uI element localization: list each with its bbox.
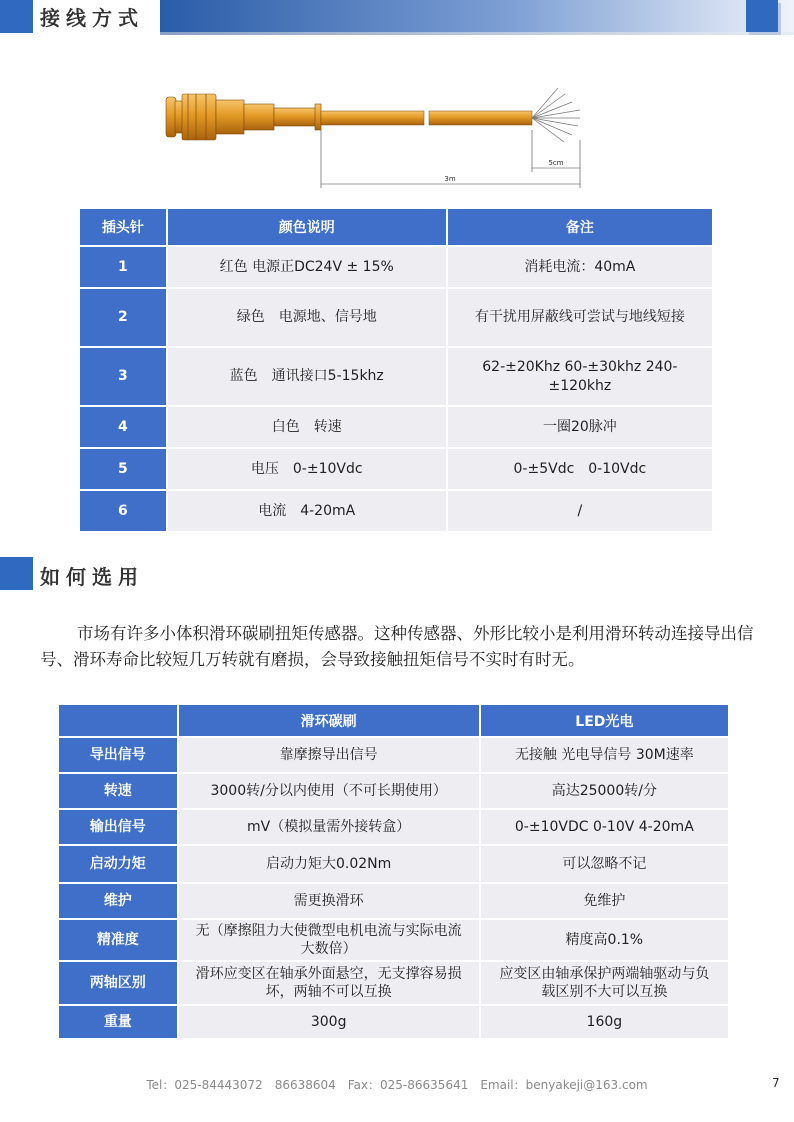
row-header: 维护 xyxy=(58,883,178,919)
slip-ring-cell: 启动力矩大0.02Nm xyxy=(178,845,480,883)
row-header: 输出信号 xyxy=(58,809,178,845)
row-header: 导出信号 xyxy=(58,737,178,773)
section-marker xyxy=(0,0,33,33)
row-header: 两轴区别 xyxy=(58,961,178,1005)
pin-number: 1 xyxy=(79,246,167,288)
note-cell: 62-±20Khz 60-±30khz 240-±120khz xyxy=(447,347,713,406)
table-header-row xyxy=(58,704,729,737)
column-header: 滑环碳刷 xyxy=(178,704,480,737)
table-header-row xyxy=(79,208,713,246)
note-cell: 有干扰用屏蔽线可尝试与地线短接 xyxy=(447,288,713,347)
led-cell: 高达25000转/分 xyxy=(480,773,729,809)
note-cell: 消耗电流：40mA xyxy=(447,246,713,288)
column-header: 颜色说明 xyxy=(167,208,447,246)
slip-ring-cell: 300g xyxy=(178,1005,480,1039)
slip-ring-cell: 3000转/分以内使用（不可长期使用） xyxy=(178,773,480,809)
color-description: 电流 4-20mA xyxy=(167,490,447,532)
led-cell: 免维护 xyxy=(480,883,729,919)
pin-definition-table xyxy=(78,207,714,533)
led-cell: 无接触 光电导信号 30M速率 xyxy=(480,737,729,773)
section1-title: 接线方式 xyxy=(40,6,144,30)
section2-title: 如何选用 xyxy=(40,565,144,589)
note-cell: / xyxy=(447,490,713,532)
table-row xyxy=(58,845,729,883)
header-gradient-bar xyxy=(160,0,794,32)
table-row xyxy=(79,347,713,406)
table-row xyxy=(58,773,729,809)
color-description: 电压 0-±10Vdc xyxy=(167,448,447,490)
comparison-table xyxy=(57,703,730,1040)
header-bar-shadow xyxy=(160,32,794,35)
table-row xyxy=(79,406,713,448)
connector-cable-image xyxy=(160,80,600,195)
table-row xyxy=(79,448,713,490)
footer-contact: Tel：025-84443072 86638604 Fax：025-86635641 Email：benyakeji@163.com xyxy=(146,1078,648,1092)
column-header: 插头针 xyxy=(79,208,167,246)
row-header: 重量 xyxy=(58,1005,178,1039)
table-row xyxy=(58,919,729,961)
column-header: 备注 xyxy=(447,208,713,246)
header-corner-square xyxy=(746,0,778,32)
row-header: 精准度 xyxy=(58,919,178,961)
connector-cable-drawing xyxy=(160,80,600,195)
note-cell: 一圈20脉冲 xyxy=(447,406,713,448)
pin-number: 6 xyxy=(79,490,167,532)
slip-ring-cell: 需更换滑环 xyxy=(178,883,480,919)
led-cell: 精度高0.1% xyxy=(480,919,729,961)
pin-number: 5 xyxy=(79,448,167,490)
color-description: 红色 电源正DC24V ± 15% xyxy=(167,246,447,288)
strip-length-label: 5cm xyxy=(548,159,564,167)
table-row xyxy=(58,883,729,919)
slip-ring-cell: 靠摩擦导出信号 xyxy=(178,737,480,773)
slip-ring-cell: 滑环应变区在轴承外面悬空，无支撑容易损坏，两轴不可以互换 xyxy=(178,961,480,1005)
note-cell: 0-±5Vdc 0-10Vdc xyxy=(447,448,713,490)
slip-ring-cell: mV（模拟量需外接转盒） xyxy=(178,809,480,845)
slip-ring-cell: 无（摩擦阻力大使微型电机电流与实际电流大数倍） xyxy=(178,919,480,961)
column-header xyxy=(58,704,178,737)
section-marker xyxy=(0,557,33,590)
pin-number: 2 xyxy=(79,288,167,347)
column-header: LED光电 xyxy=(480,704,729,737)
table-row xyxy=(58,961,729,1005)
table-row xyxy=(58,737,729,773)
pin-number: 3 xyxy=(79,347,167,406)
led-cell: 0-±10VDC 0-10V 4-20mA xyxy=(480,809,729,845)
led-cell: 160g xyxy=(480,1005,729,1039)
table-row xyxy=(58,1005,729,1039)
row-header: 启动力矩 xyxy=(58,845,178,883)
color-description: 蓝色 通讯接口5-15khz xyxy=(167,347,447,406)
table-row xyxy=(58,809,729,845)
table-row xyxy=(79,288,713,347)
pin-number: 4 xyxy=(79,406,167,448)
cable-length-label: 3m xyxy=(444,175,456,183)
table-row xyxy=(79,246,713,288)
row-header: 转速 xyxy=(58,773,178,809)
led-cell: 应变区由轴承保护两端轴驱动与负载区别不大可以互换 xyxy=(480,961,729,1005)
table-row xyxy=(79,490,713,532)
color-description: 白色 转速 xyxy=(167,406,447,448)
page-number: 7 xyxy=(772,1076,780,1090)
color-description: 绿色 电源地、信号地 xyxy=(167,288,447,347)
led-cell: 可以忽略不记 xyxy=(480,845,729,883)
intro-paragraph: 市场有许多小体积滑环碳刷扭矩传感器。这种传感器、外形比较小是利用滑环转动连接导出信号、滑环寿命比较短几万转就有磨损，会导致接触扭矩信号不实时有时无。 xyxy=(40,624,754,669)
